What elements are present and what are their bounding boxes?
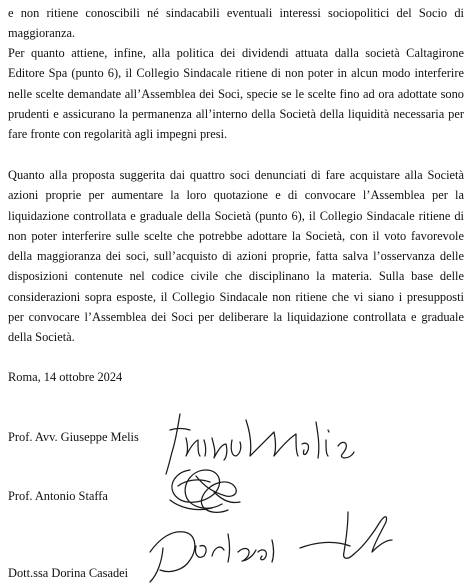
- paragraph-1: e non ritiene conoscibili né sindacabili eventuali interessi sociopolitici del Socio di maggioranza.: [8, 6, 464, 41]
- paragraph-3: Quanto alla proposta suggerita dai quattro soci denunciati di fare acquistare alla Società azioni proprie per aumentare la loro quotazione e di convocare l’Assemblea per la liquidazione controllata e graduale della Società (punto 6), il Collegio Sindacale ritiene di non poter interferire sulle scelte che potrebbe adottare la Società, con il voto favorevole della maggioranza dei soci, sull’acquisto di azioni proprie, fatta salva l’osservanza delle disposizioni contenute nel codice civile che disciplinano la materia. Sulla base delle considerazioni sopra esposte, il Collegio Sindacale non ritiene che vi siano i presupposti per convocare l’Assemblea dei Soci per deliberare la liquidazione controllata e graduale della Società.: [8, 168, 464, 345]
- paragraph-2: Per quanto attiene, infine, alla politica dei dividendi attuata dalla società Caltagirone Editore Spa (punto 6), il Collegio Sindacale ritiene di non poter in alcun modo interferire nelle scelte demandate all’Assemblea dei Soci, specie se le scelte fino ad ora adottate sono prudenti e assicurano la permanenza all’interno della Società della liquidità necessaria per fare fronte con regolarità agli impegni presi.: [8, 46, 464, 142]
- signature-casadei: [150, 512, 392, 582]
- date-line: Roma, 14 ottobre 2024: [8, 370, 123, 384]
- signature-melis: [166, 414, 354, 474]
- signatory-name-1: Prof. Avv. Giuseppe Melis: [8, 430, 139, 444]
- signature-staffa: [170, 470, 240, 512]
- signatory-name-2: Prof. Antonio Staffa: [8, 489, 108, 503]
- signatory-name-3: Dott.ssa Dorina Casadei: [8, 566, 129, 580]
